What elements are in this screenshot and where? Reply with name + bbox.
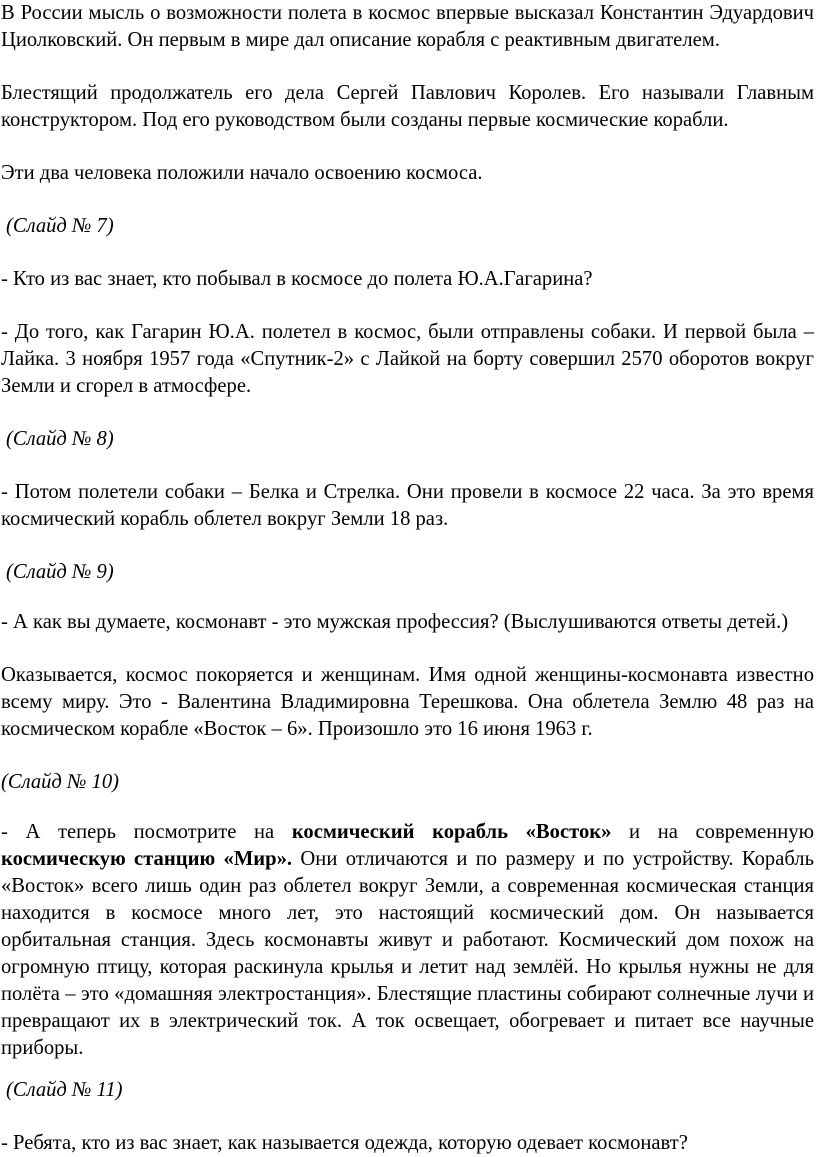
slide-11-label: (Слайд № 11) bbox=[6, 1079, 123, 1101]
paragraph-vostok-mir bbox=[1, 819, 814, 1062]
paragraph-belka-strelka: - Потом полетели собаки – Белка и Стрелка. Они провели в космосе 22 часа. За это время космический корабль облетел вокруг Земли 18 раз. bbox=[1, 481, 814, 530]
vostok-bold-text: космический корабль «Восток» bbox=[291, 821, 612, 843]
paragraph-tsiolkovsky: В России мысль о возможности полета в космос впервые высказал Константин Эдуардович Циолковский. Он первым в мире дал описание корабля с реактивным двигателем. bbox=[1, 2, 814, 51]
vostok-mid-text: и на современную bbox=[611, 821, 814, 843]
slide-7-label: (Слайд № 7) bbox=[6, 215, 114, 237]
paragraph-question-before-gagarin: - Кто из вас знает, кто побывал в космосе до полета Ю.А.Гагарина? bbox=[1, 268, 593, 290]
paragraph-tereshkova: Оказывается, космос покоряется и женщинам. Имя одной женщины-космонавта известно всему миру. Это - Валентина Владимировна Терешкова. Она облетела Землю 48 раз на космическом корабле «Восток – 6». Произошло это 16 июня 1963 г. bbox=[1, 664, 814, 740]
slide-8-label: (Слайд № 8) bbox=[6, 428, 114, 450]
slide-9-label: (Слайд № 9) bbox=[6, 561, 114, 583]
slide-10-label: (Слайд № 10) bbox=[1, 771, 120, 793]
paragraph-laika: - До того, как Гагарин Ю.А. полетел в космос, были отправлены собаки. И первой была – Лайка. 3 ноября 1957 года «Спутник-2» с Лайкой на борту совершил 2570 оборотов вокруг Земли и сгорел в атмосфере. bbox=[1, 321, 814, 397]
vostok-intro-text: - А теперь посмотрите на bbox=[1, 821, 292, 843]
paragraph-two-men: Эти два человека положили начало освоению космоса. bbox=[1, 162, 483, 184]
mir-bold-text: космическую станцию «Мир». bbox=[1, 848, 293, 870]
paragraph-korolev: Блестящий продолжатель его дела Сергей Павлович Королев. Его называли Главным конструктором. Под его руководством были созданы первые космические корабли. bbox=[1, 82, 814, 131]
paragraph-question-profession: - А как вы думаете, космонавт - это мужская профессия? (Выслушиваются ответы детей.) bbox=[1, 611, 789, 633]
paragraph-question-spacesuit: - Ребята, кто из вас знает, как называется одежда, которую одевает космонавт? bbox=[1, 1132, 688, 1154]
vostok-rest-text: Они отличаются и по размеру и по устройству. Корабль «Восток» всего лишь один раз облетел вокруг Земли, а современная космическая станция находится в космосе много лет, это настоящий космический дом. Он называется орбитальная станция. Здесь космонавты живут и работают. Космический дом похож на огромную птицу, которая раскинула крылья и летит над землёй. Но крылья нужны не для полёта – это «домашняя электростанция». Блестящие пластины собирают солнечные лучи и превращают их в электрический ток. А ток освещает, обогревает и питает все научные приборы. bbox=[1, 848, 814, 1059]
